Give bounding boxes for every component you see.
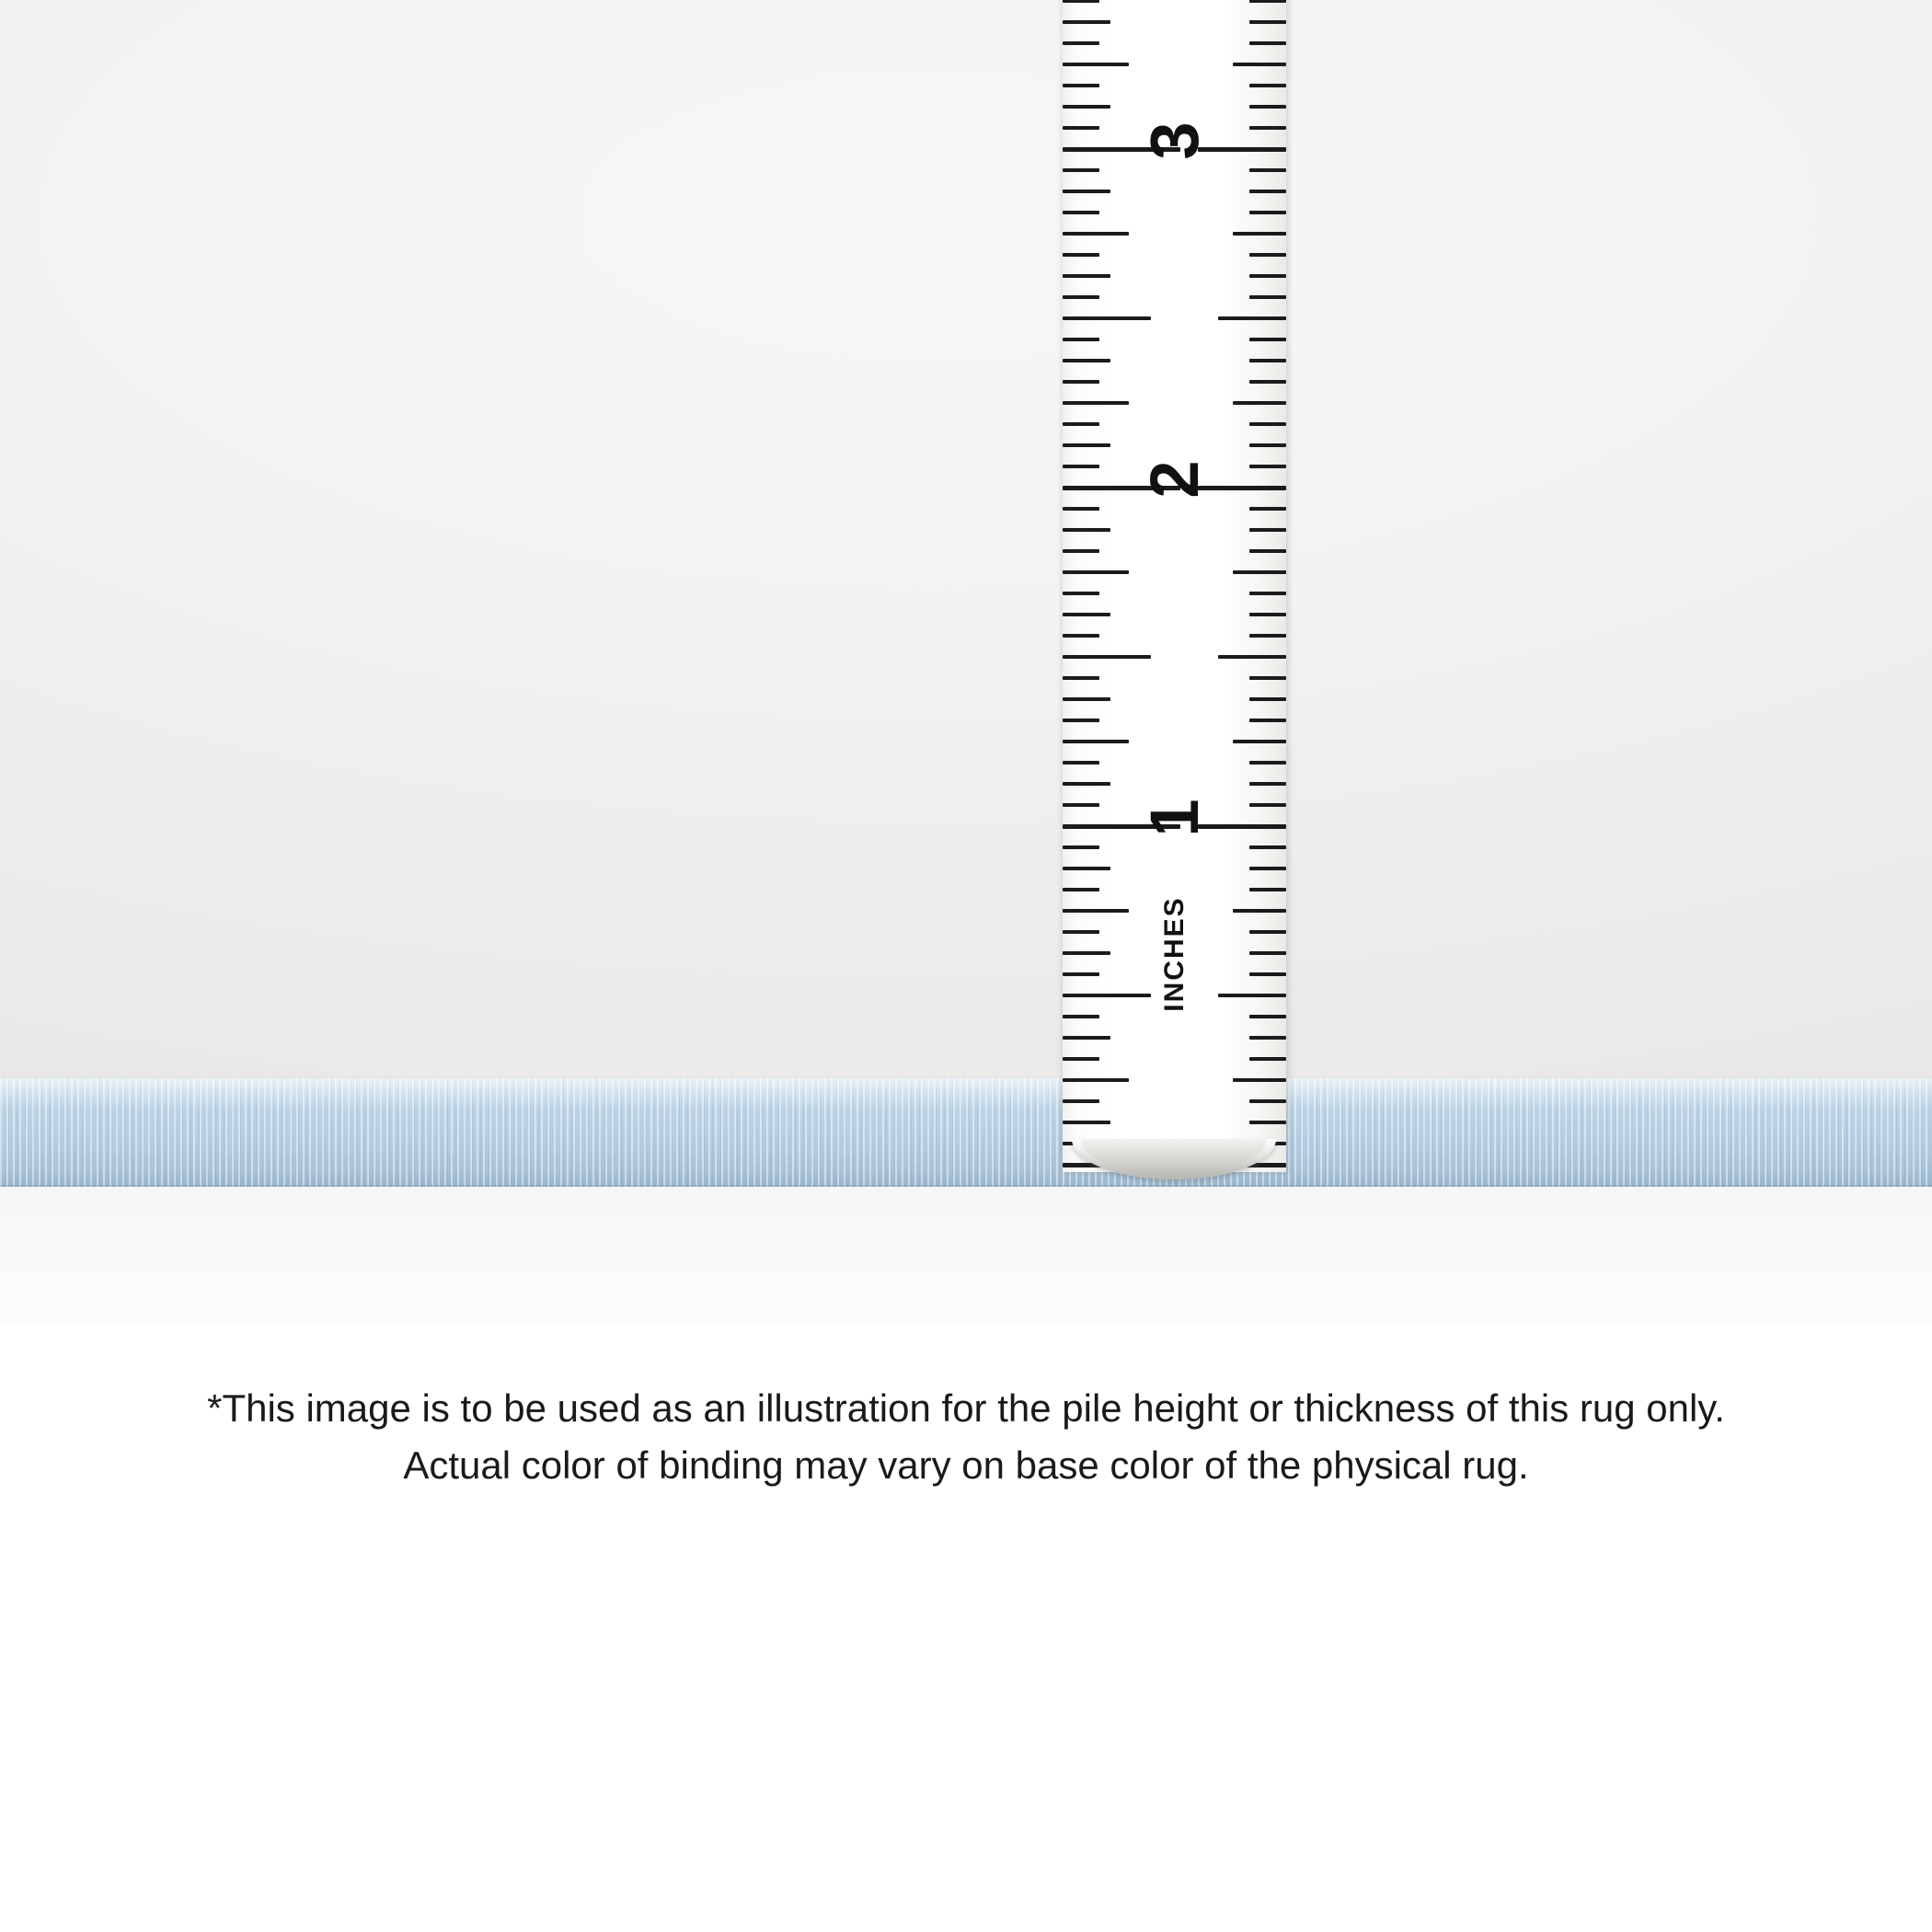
ruler-face — [1063, 0, 1286, 1172]
ruler-number-1: 1 — [1135, 799, 1213, 837]
ruler-number-2: 2 — [1135, 460, 1213, 499]
caption-line-1: *This image is to be used as an illustration for the pile height or thickness of this rug only. — [207, 1386, 1725, 1430]
rug-binding-edge — [0, 1078, 1932, 1189]
caption-line-2: Actual color of binding may vary on base color of the physical rug. — [403, 1443, 1529, 1487]
tape-measure-tip-inner — [1081, 1139, 1267, 1174]
rug-binding-highlight — [0, 1078, 1932, 1110]
photo-floor-surface — [0, 1187, 1932, 1325]
tape-measure-ruler — [1063, 0, 1286, 1172]
image-disclaimer-caption — [0, 1380, 1932, 1494]
ruler-unit-label: INCHES — [1158, 896, 1190, 1012]
ruler-number-3: 3 — [1135, 121, 1213, 160]
